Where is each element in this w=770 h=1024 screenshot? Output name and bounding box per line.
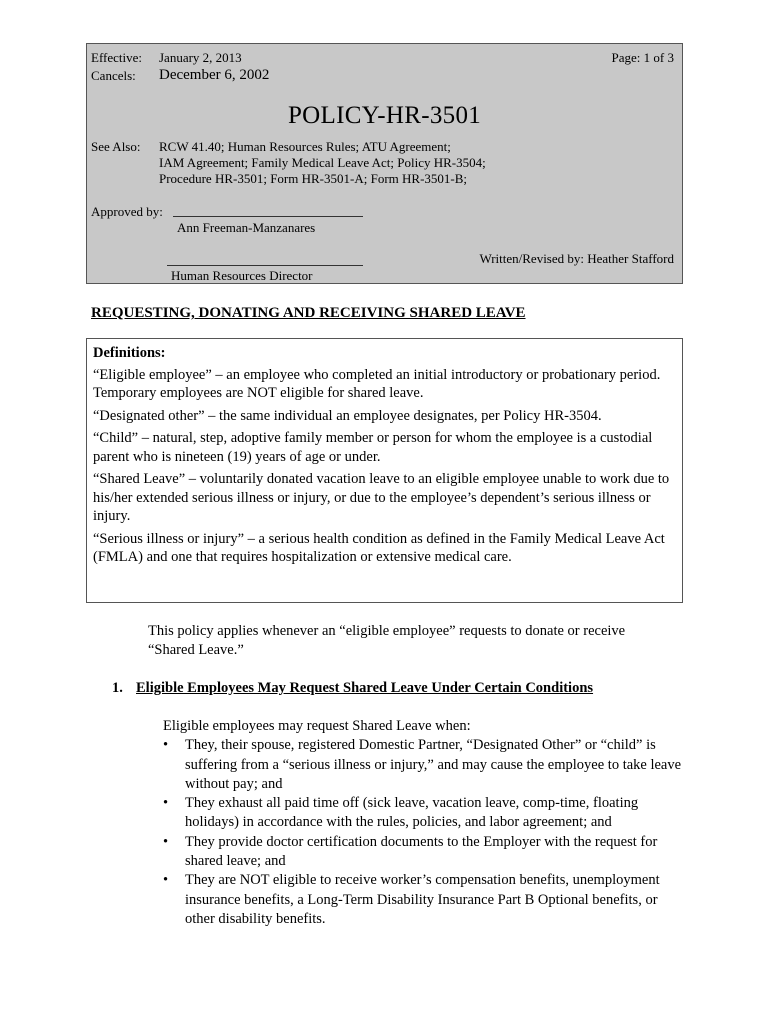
director-signature-line [167, 265, 363, 266]
definitions-heading: Definitions: [93, 345, 166, 361]
written-revised-by: Written/Revised by: Heather Stafford [479, 251, 674, 266]
definitions-box [86, 338, 683, 603]
list-item-text: They exhaust all paid time off (sick leave, vacation leave, comp-time, floating holidays) in accordance with the rules, policies, and labor agreement; and [185, 795, 639, 831]
approval-signature-line [173, 216, 363, 217]
definition-item: “Child” – natural, step, adoptive family member or person for whom the employee is a custodial parent who is nineteen (19) years of age or under. [93, 430, 653, 465]
see-also-line: RCW 41.40; Human Resources Rules; ATU Agreement; [159, 139, 451, 154]
list-item-text: They are NOT eligible to receive worker’s compensation benefits, unemployment insurance benefits, a Long-Term Disability Insurance Part B Optional benefits, or other disability benefits. [185, 872, 660, 927]
list-item [163, 736, 683, 794]
list-item [163, 794, 683, 833]
policy-header-box [86, 43, 683, 284]
page-number: Page: 1 of 3 [611, 50, 674, 65]
effective-label: Effective: [91, 50, 143, 65]
eligibility-list [163, 736, 683, 929]
section-1-body [163, 717, 683, 929]
approved-by-label: Approved by: [91, 204, 163, 219]
section-number: 1. [112, 680, 123, 696]
approver-name: Ann Freeman-Manzanares [177, 220, 316, 235]
list-item-text: They provide doctor certification documents to the Employer with the request for shared leave; and [185, 833, 658, 870]
bullet-icon: • [163, 872, 169, 889]
list-item-text: They, their spouse, registered Domestic Partner, “Designated Other” or “child” is suffering from a “serious illness or injury,” and may cause the employee to take leave without pay; and [185, 737, 682, 792]
definition-item: “Eligible employee” – an employee who completed an initial introductory or probationary period. Temporary employees are NOT eligible for shared leave. [93, 366, 661, 401]
section-title: REQUESTING, DONATING AND RECEIVING SHARED LEAVE [91, 305, 526, 321]
see-also-line: IAM Agreement; Family Medical Leave Act; Policy HR-3504; [159, 155, 486, 170]
cancels-date: December 6, 2002 [159, 67, 270, 83]
definition-item: “Shared Leave” – voluntarily donated vacation leave to an eligible employee unable to work due to his/her extended serious illness or injury, or due to the employee’s dependent’s serious illness or injury. [93, 471, 670, 524]
definition-item: “Serious illness or injury” – a serious health condition as defined in the Family Medical Leave Act (FMLA) and one that requires hospitalization or extensive medical care. [93, 530, 665, 565]
list-item [163, 833, 683, 872]
section-1-heading [112, 680, 593, 697]
approver-title: Human Resources Director [171, 268, 313, 283]
policy-intro: This policy applies whenever an “eligible employee” requests to donate or receive “Shared Leave.” [148, 623, 626, 658]
section-heading-text: Eligible Employees May Request Shared Leave Under Certain Conditions [136, 680, 594, 696]
bullet-icon: • [163, 795, 169, 812]
see-also-line: Procedure HR-3501; Form HR-3501-A; Form HR-3501-B; [159, 171, 468, 186]
bullet-icon: • [163, 737, 169, 754]
cancels-label: Cancels: [91, 68, 136, 83]
section-lead: Eligible employees may request Shared Leave when: [163, 718, 471, 734]
effective-date: January 2, 2013 [159, 50, 242, 65]
policy-title: POLICY-HR-3501 [287, 102, 482, 129]
list-item [163, 871, 683, 929]
see-also-label: See Also: [91, 139, 141, 154]
bullet-icon: • [163, 833, 169, 850]
see-also-references [159, 139, 486, 187]
definition-item: “Designated other” – the same individual an employee designates, per Policy HR-3504. [93, 407, 602, 424]
